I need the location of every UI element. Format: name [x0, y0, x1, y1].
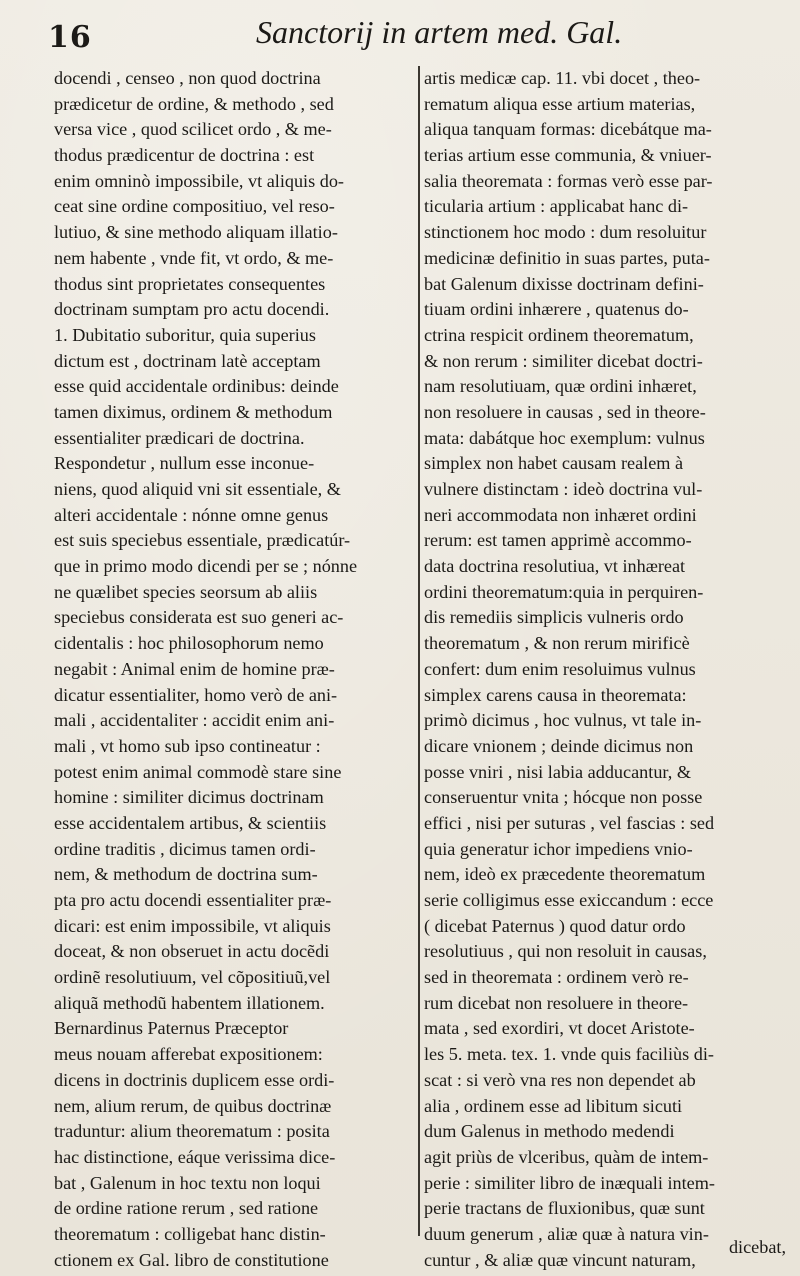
text-line: esse accidentalem artibus, & scientiis	[54, 812, 327, 833]
text-line: est suis speciebus essentiale, prædicatúr-	[54, 530, 351, 551]
text-line: les 5. meta. tex. 1. vnde quis faciliùs di-	[424, 1044, 714, 1065]
text-line: stinctionem hoc modo : dum resoluitur	[424, 222, 707, 243]
text-line: de ordine ratione rerum , sed ratione	[54, 1198, 319, 1219]
text-line: versa vice , quod scilicet ordo , & me-	[54, 119, 332, 140]
text-line: scat : si verò vna res non dependet ab	[424, 1069, 696, 1090]
text-line: tamen diximus, ordinem & methodum	[54, 401, 333, 422]
text-line: ordine traditis , dicimus tamen ordi-	[54, 838, 316, 859]
text-line: aliqua tanquam formas: dicebátque ma-	[424, 119, 712, 140]
text-line: Bernardinus Paternus Præceptor	[54, 1018, 289, 1039]
text-line: nem, alium rerum, de quibus doctrinæ	[54, 1095, 332, 1116]
text-line: agit priùs de vlceribus, quàm de intem-	[424, 1146, 709, 1167]
text-line: essentialiter prædicari de doctrina.	[54, 427, 305, 448]
text-line: duum generum , aliæ quæ à natura vin-	[424, 1223, 709, 1244]
text-line: terias artium esse communia, & vniuer-	[424, 145, 712, 166]
text-line: posse vniri , nisi labia adducantur, &	[424, 761, 691, 782]
page-header	[40, 12, 780, 64]
text-line: pta pro actu docendi essentialiter præ-	[54, 890, 332, 910]
text-line: ordinẽ resolutiuum, vel cõpositiuũ,vel	[54, 967, 331, 988]
text-line: nam resolutiuam, quæ ordini inhæret,	[424, 376, 697, 397]
text-line: alteri accidentale : nónne omne genus	[54, 504, 329, 525]
text-line: sed in theoremata : ordinem verò re-	[424, 967, 689, 988]
text-line: primò dicimus , hoc vulnus, vt tale in-	[424, 710, 702, 731]
text-line: simplex non habet causam realem à	[424, 453, 684, 474]
text-line: resolutiuus , qui non resoluit in causas,	[424, 941, 707, 962]
text-line: enim omninò impossibile, vt aliquis do-	[54, 170, 344, 191]
text-line: que in primo modo dicendi per se ; nónne	[54, 556, 358, 577]
text-line: dictum est , doctrinam latè acceptam	[54, 350, 321, 371]
text-line: aliquã methodũ habentem illationem.	[54, 992, 325, 1013]
text-line: meus nouam afferebat expositionem:	[54, 1044, 323, 1065]
text-line: ordini theorematum:quia in perquiren-	[424, 581, 704, 602]
text-line: perie tractans de fluxionibus, quæ sunt	[424, 1198, 705, 1219]
text-line: dis remediis simplicis vulneris ordo	[424, 607, 684, 628]
text-line: confert: dum enim resoluimus vulnus	[424, 658, 696, 679]
text-line: dicens in doctrinis duplicem esse ordi-	[54, 1069, 335, 1090]
text-line: esse quid accidentale ordinibus: deinde	[54, 376, 339, 397]
text-line: quia generatur ichor impediens vnio-	[424, 838, 693, 859]
text-line: ceat sine ordine compositiuo, vel reso-	[54, 196, 335, 217]
text-line: salia theoremata : formas verò esse par-	[424, 170, 713, 191]
text-line: artis medicæ cap. 11. vbi docet , theo-	[424, 68, 701, 88]
text-line: mali , vt homo sub ipso contineatur :	[54, 735, 321, 756]
text-line: mata: dabátque hoc exemplum: vulnus	[424, 427, 705, 448]
text-line: alia , ordinem esse ad libitum sicuti	[424, 1095, 683, 1116]
text-line: doceat, & non obseruet in actu docẽdi	[54, 941, 330, 962]
text-line: nem, & methodum de doctrina sum-	[54, 864, 318, 885]
text-line: bat , Galenum in hoc textu non loqui	[54, 1172, 321, 1193]
text-line: traduntur: alium theorematum : posita	[54, 1121, 330, 1142]
text-line: & non rerum : similiter dicebat doctri-	[424, 350, 703, 371]
catchword: dicebat,	[728, 1237, 786, 1257]
text-line: potest enim animal commodè stare sine	[54, 761, 342, 782]
text-line: rum dicebat non resoluere in theore-	[424, 992, 689, 1013]
text-line: cuntur , & aliæ quæ vincunt naturam,	[424, 1249, 696, 1270]
text-line: conseruentur vnita ; hócque non posse	[424, 787, 703, 808]
text-line: vulnere distinctam : ideò doctrina vul-	[424, 479, 703, 499]
text-line: cidentalis : hoc philosophorum nemo	[54, 633, 324, 654]
text-line: theorematum , & non rerum mirificè	[424, 633, 690, 654]
text-line: niens, quod aliquid vni sit essentiale, &	[54, 479, 341, 499]
text-line: doctrinam sumptam pro actu docendi.	[54, 299, 330, 320]
text-line: nem, ideò ex præcedente theorematum	[424, 864, 706, 885]
text-line: dicatur essentialiter, homo verò de ani-	[54, 684, 338, 705]
text-line: ( dicebat Paternus ) quod datur ordo	[424, 915, 686, 936]
text-line: Respondetur , nullum esse inconue-	[54, 453, 315, 474]
text-line: ne quælibet species seorsum ab aliis	[54, 581, 318, 602]
text-line: lutiuo, & sine methodo aliquam illatio-	[54, 222, 338, 243]
text-line: data doctrina resolutiua, vt inhæreat	[424, 556, 686, 577]
right-text-column	[424, 66, 794, 1273]
text-line: prædicetur de ordine, & methodo , sed	[54, 93, 334, 114]
text-line: ctrina respicit ordinem theorematum,	[424, 324, 694, 345]
page-number: 16	[48, 20, 92, 55]
text-line: tiuam ordini inhærere , quatenus do-	[424, 299, 689, 320]
text-line: medicinæ definitio in suas partes, puta-	[424, 247, 710, 268]
text-line: thodus sint proprietates consequentes	[54, 273, 326, 294]
text-line: effici , nisi per suturas , vel fascias : sed	[424, 812, 715, 833]
text-line: rerum: est tamen apprimè accommo-	[424, 530, 692, 551]
text-line: 1. Dubitatio suboritur, quia superius	[54, 324, 316, 345]
text-line: ctionem ex Gal. libro de constitutione	[54, 1249, 329, 1270]
text-line: homine : similiter dicimus doctrinam	[54, 787, 324, 808]
text-line: theorematum : colligebat hanc distin-	[54, 1223, 326, 1244]
text-line: thodus prædicentur de doctrina : est	[54, 145, 315, 166]
text-line: mali , accidentaliter : accidit enim ani-	[54, 710, 335, 731]
column-divider	[418, 66, 420, 1236]
text-line: mata , sed exordiri, vt docet Aristote-	[424, 1018, 695, 1039]
text-line: non resoluere in causas , sed in theore-	[424, 401, 706, 422]
text-line: dicare vnionem ; deinde dicimus non	[424, 735, 694, 756]
text-line: rematum aliqua esse artium materias,	[424, 93, 696, 114]
text-line: negabit : Animal enim de homine præ-	[54, 658, 335, 679]
left-text-column	[54, 66, 418, 1273]
text-line: speciebus considerata est suo generi ac-	[54, 607, 344, 628]
text-line: serie colligimus esse exiccandum : ecce	[424, 890, 714, 910]
text-line: dicari: est enim impossibile, vt aliquis	[54, 915, 331, 936]
text-line: perie : similiter libro de inæquali intem-	[424, 1172, 715, 1193]
text-line: ticularia artium : applicabat hanc di-	[424, 196, 689, 217]
text-line: bat Galenum dixisse doctrinam defini-	[424, 273, 704, 294]
text-line: hac distinctione, eáque verissima dice-	[54, 1146, 336, 1167]
text-line: simplex carens causa in theoremata:	[424, 684, 687, 705]
running-head: Sanctorij in artem med. Gal.	[256, 14, 623, 50]
text-line: dum Galenus in methodo medendi	[424, 1121, 675, 1142]
text-line: docendi , censeo , non quod doctrina	[54, 68, 321, 88]
text-line: nem habente , vnde fit, vt ordo, & me-	[54, 247, 334, 268]
text-line: neri accommodata non inhæret ordini	[424, 504, 697, 525]
